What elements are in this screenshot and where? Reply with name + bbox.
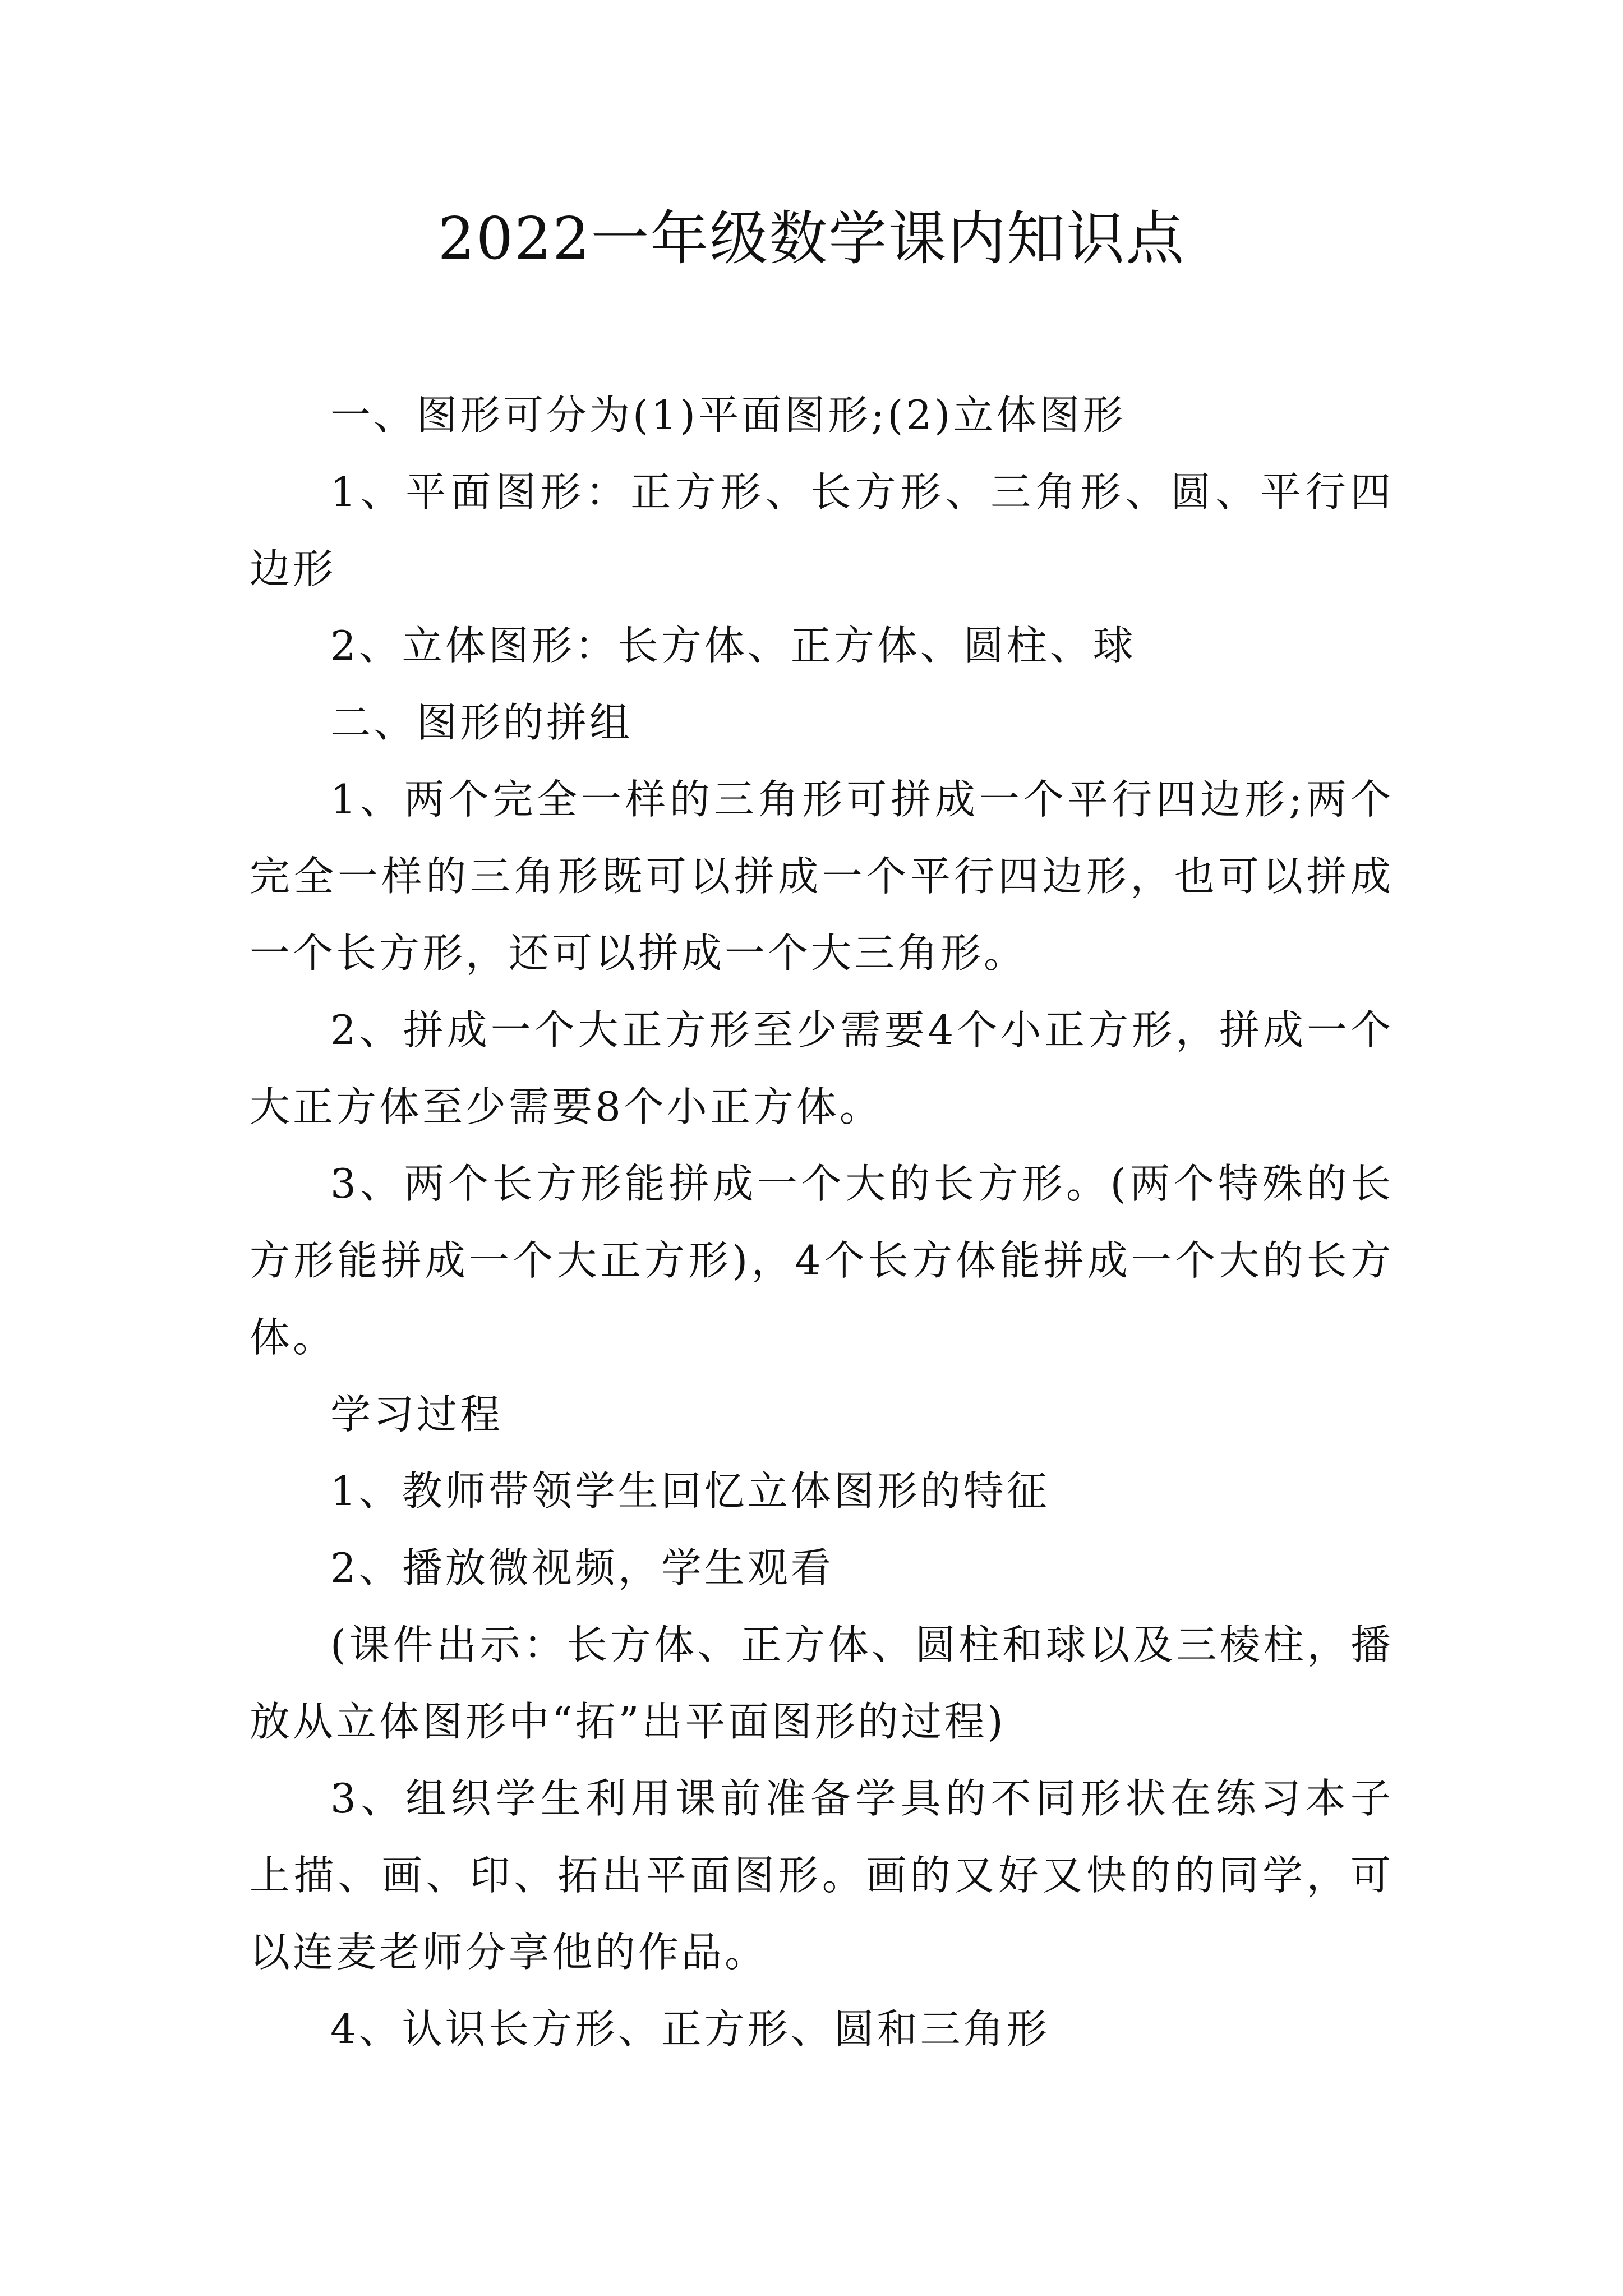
paragraph-step-2: 2、播放微视频，学生观看 xyxy=(330,1544,834,1591)
paragraph-rectangles: 3、两个长方形能拼成一个大的长方形。(两个特殊的长方形能拼成一个大正方形)，4个长方体能拼成一个大的长方体。 xyxy=(250,1160,1394,1361)
paragraph-step-1: 1、教师带领学生回忆立体图形的特征 xyxy=(330,1467,1050,1515)
paragraph-solid-shapes: 2、立体图形：长方体、正方体、圆柱、球 xyxy=(330,622,1136,669)
document-title: 2022一年级数学课内知识点 xyxy=(437,204,1186,273)
paragraph-step-4: 4、认识长方形、正方形、圆和三角形 xyxy=(330,2005,1050,2053)
paragraph-courseware-note: (课件出示：长方体、正方体、圆柱和球以及三棱柱，播放从立体图形中“拓”出平面图形的过程) xyxy=(250,1621,1394,1745)
paragraph-triangles: 1、两个完全一样的三角形可拼成一个平行四边形;两个完全一样的三角形既可以拼成一个平行四边形，也可以拼成一个长方形，还可以拼成一个大三角形。 xyxy=(250,776,1394,977)
paragraph-section-2-heading: 二、图形的拼组 xyxy=(330,699,633,746)
paragraph-learning-process-heading: 学习过程 xyxy=(330,1391,504,1438)
paragraph-section-1-heading: 一、图形可分为(1)平面图形;(2)立体图形 xyxy=(330,392,1126,439)
document-body xyxy=(250,377,1394,2068)
paragraph-step-3: 3、组织学生利用课前准备学具的不同形状在练习本子上描、画、印、拓出平面图形。画的又好又快的的同学，可以连麦老师分享他的作品。 xyxy=(250,1775,1394,1976)
paragraph-squares: 2、拼成一个大正方形至少需要4个小正方形，拼成一个大正方体至少需要8个小正方体。 xyxy=(250,1006,1394,1130)
paragraph-plane-shapes: 1、平面图形：正方形、长方形、三角形、圆、平行四边形 xyxy=(250,468,1394,592)
